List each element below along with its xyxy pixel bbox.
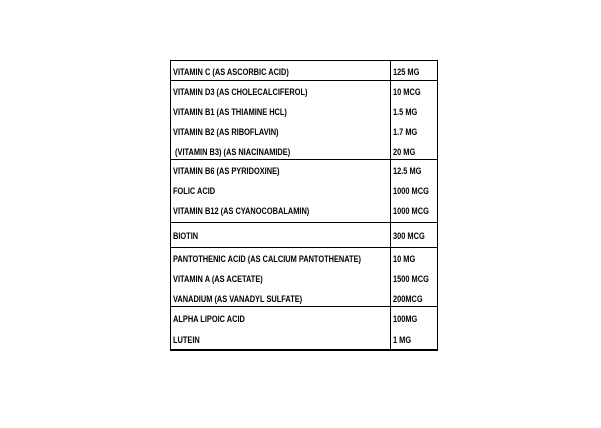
- nutrient-amount-cell: [391, 160, 437, 222]
- nutrient-amount: 1000 MCG: [393, 206, 429, 217]
- nutrient-amount: 20 MG: [393, 147, 416, 158]
- nutrient-amount: 125 MG: [393, 67, 420, 78]
- nutrient-amount: 200MCG: [393, 294, 423, 305]
- nutrient-name: VITAMIN B1 (AS THIAMINE HCL): [173, 107, 287, 118]
- nutrient-amount: 12.5 MG: [393, 166, 422, 177]
- nutrient-name-cell: [171, 160, 391, 222]
- table-row: [173, 200, 390, 220]
- table-row: [393, 61, 437, 80]
- nutrient-amount: 10 MCG: [393, 87, 421, 98]
- nutrient-name: (VITAMIN B3) (AS NIACINAMIDE): [173, 147, 291, 158]
- nutrient-name-cell: [171, 61, 391, 80]
- nutrient-name-cell: [171, 307, 391, 349]
- nutrient-amount: 1500 MCG: [393, 274, 429, 285]
- nutrient-amount-cell: [391, 223, 437, 247]
- table-group: [171, 81, 437, 160]
- table-row: [393, 268, 437, 288]
- nutrient-amount: 10 MG: [393, 254, 416, 265]
- nutrient-name: PANTOTHENIC ACID (AS CALCIUM PANTOTHENATE): [173, 254, 361, 265]
- supplement-facts-table: [170, 60, 438, 351]
- table-row: [173, 101, 390, 121]
- nutrient-name: FOLIC ACID: [173, 186, 216, 197]
- table-row: [173, 121, 390, 141]
- nutrient-amount-cell: [391, 307, 437, 349]
- nutrient-name: VITAMIN D3 (AS CHOLECALCIFEROL): [173, 87, 308, 98]
- nutrient-amount-cell: [391, 248, 437, 306]
- table-row: [173, 180, 390, 200]
- table-row: [393, 160, 437, 180]
- table-row: [393, 288, 437, 306]
- table-row: [173, 288, 390, 306]
- table-row: [173, 160, 390, 180]
- nutrient-amount: 1.7 MG: [393, 127, 418, 138]
- nutrient-name-cell: [171, 248, 391, 306]
- nutrient-name: VANADIUM (AS VANADYL SULFATE): [173, 294, 303, 305]
- table-group: [171, 307, 437, 349]
- nutrient-amount-cell: [391, 61, 437, 80]
- nutrient-name: BIOTIN: [173, 231, 199, 242]
- nutrient-name-cell: [171, 223, 391, 247]
- table-row: [393, 223, 437, 245]
- nutrient-amount: 300 MCG: [393, 231, 425, 242]
- table-row: [393, 101, 437, 121]
- table-row: [173, 81, 390, 101]
- nutrient-amount: 1000 MCG: [393, 186, 429, 197]
- nutrient-name: VITAMIN B2 (AS RIBOFLAVIN): [173, 127, 279, 138]
- table-row: [173, 61, 390, 80]
- nutrient-name: VITAMIN B6 (AS PYRIDOXINE): [173, 166, 280, 177]
- table-row: [393, 248, 437, 268]
- nutrient-amount: 100MG: [393, 314, 418, 325]
- nutrient-name: VITAMIN B12 (AS CYANOCOBALAMIN): [173, 206, 310, 217]
- table-row: [393, 307, 437, 328]
- nutrient-amount: 1.5 MG: [393, 107, 418, 118]
- table-group: [171, 160, 437, 223]
- table-row: [173, 141, 390, 159]
- table-row: [173, 328, 390, 349]
- table-group: [171, 223, 437, 248]
- nutrient-name: LUTEIN: [173, 335, 200, 346]
- table-row: [173, 307, 390, 328]
- table-row: [393, 200, 437, 220]
- table-row: [393, 121, 437, 141]
- nutrient-amount: 1 MG: [393, 335, 412, 346]
- nutrient-name-cell: [171, 81, 391, 159]
- table-row: [173, 268, 390, 288]
- table-row: [173, 248, 390, 268]
- table-row: [393, 141, 437, 159]
- table-row: [393, 180, 437, 200]
- table-row: [393, 81, 437, 101]
- table-group: [171, 61, 437, 81]
- nutrient-name: VITAMIN C (AS ASCORBIC ACID): [173, 67, 289, 78]
- table-row: [173, 223, 390, 245]
- nutrient-name: VITAMIN A (AS ACETATE): [173, 274, 263, 285]
- nutrient-name: ALPHA LIPOIC ACID: [173, 314, 245, 325]
- table-group: [171, 248, 437, 307]
- table-row: [393, 328, 437, 349]
- nutrient-amount-cell: [391, 81, 437, 159]
